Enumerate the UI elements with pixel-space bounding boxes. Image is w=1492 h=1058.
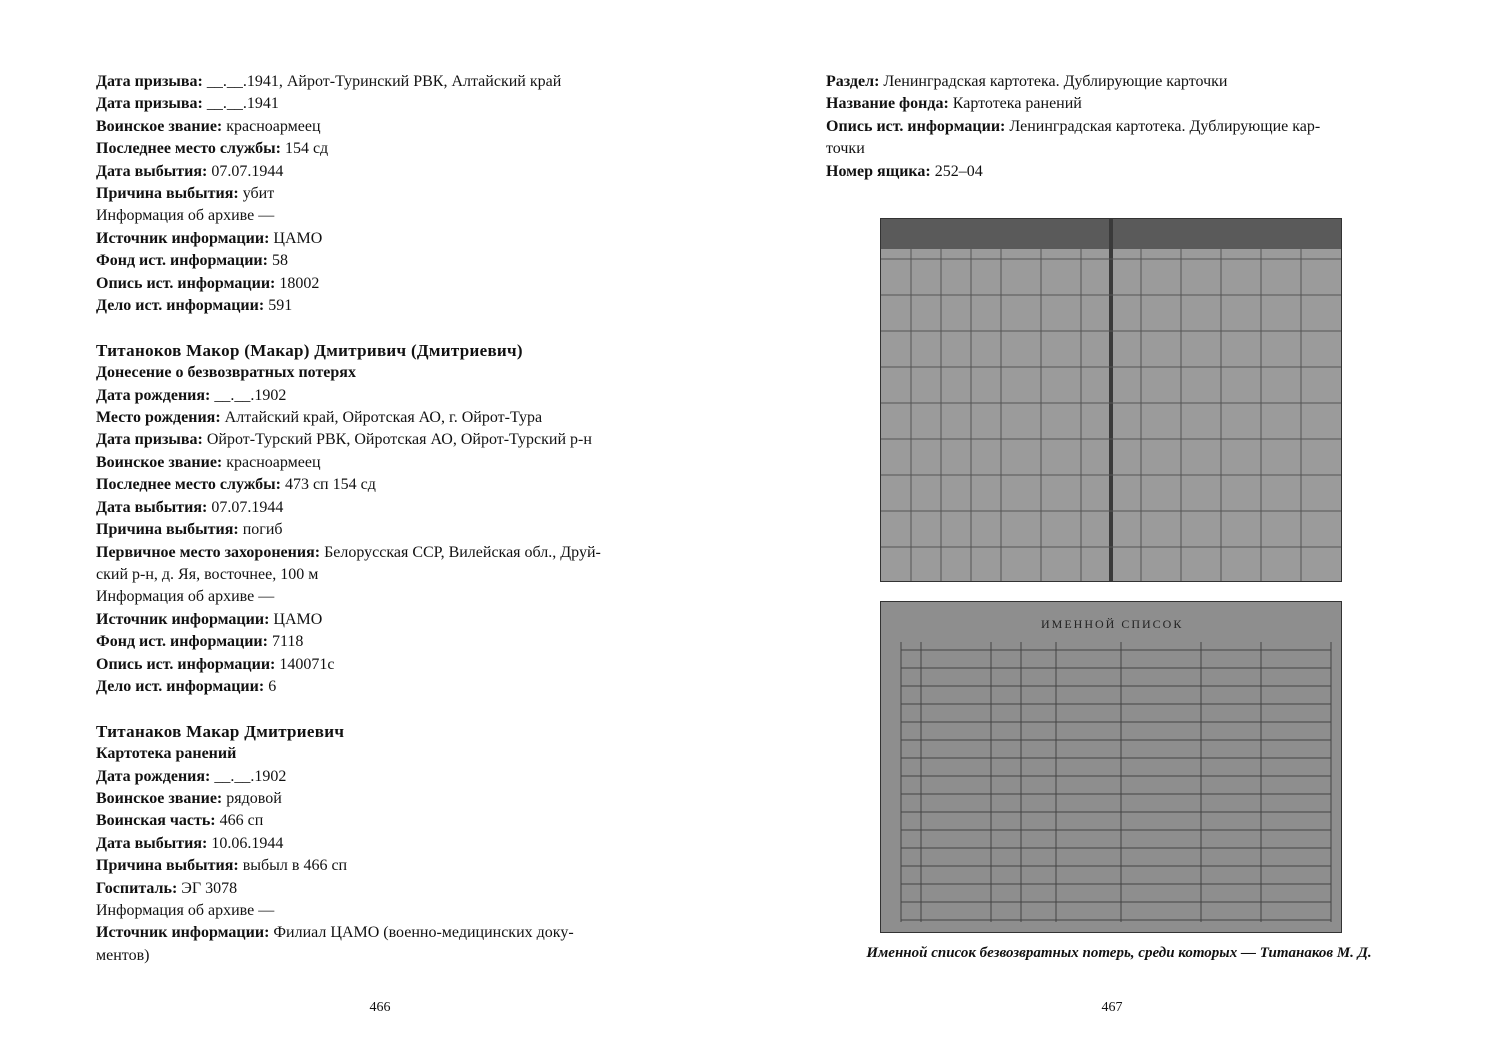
field-label: Источник информации:: [96, 229, 270, 247]
text-line: [96, 922, 666, 944]
page-number: 466: [369, 1000, 391, 1015]
text-line: [96, 295, 666, 317]
text-line: [96, 788, 666, 810]
text-line: [96, 250, 666, 272]
text-line: [96, 183, 666, 205]
field-value: 7118: [267, 633, 304, 651]
field-value: Филиал ЦАМО (военно-медицинских доку-: [269, 924, 574, 942]
text-line: [826, 116, 1396, 138]
field-value: точки: [826, 140, 865, 158]
field-label: Дело ист. информации:: [96, 677, 265, 695]
field-value: Ленинградская картотека. Дублирующие кар-: [1005, 117, 1321, 135]
field-value: __.__.1902: [210, 386, 287, 404]
text-line: [96, 810, 666, 832]
field-label: Дата выбытия:: [96, 162, 208, 180]
name-list-photo: [880, 601, 1342, 933]
text-line: [96, 474, 666, 496]
field-value: 140071с: [275, 655, 335, 673]
field-value: Алтайский край, Ойротская АО, г. Ойрот-Тура: [220, 409, 543, 427]
field-label: Место рождения:: [96, 409, 221, 427]
text-line: [826, 161, 1396, 183]
text-line: [96, 542, 666, 564]
field-label: Источник информации:: [96, 924, 270, 942]
record-1: [96, 71, 666, 317]
field-value: красноармеец: [222, 453, 321, 471]
field-label: Название фонда:: [826, 95, 949, 113]
text-line: [96, 631, 666, 653]
field-value: ЦАМО: [269, 610, 323, 628]
ledger-image: [881, 219, 1341, 581]
text-line: [826, 71, 1396, 93]
field-label: Воинское звание:: [96, 117, 223, 135]
record-1-continued: [826, 71, 1396, 183]
field-label: Опись ист. информации:: [96, 274, 276, 292]
text-line: [96, 205, 666, 227]
field-label: Фонд ист. информации:: [96, 633, 268, 651]
field-label: Дата призыва:: [96, 73, 203, 90]
text-line: [96, 452, 666, 474]
field-label: Воинское звание:: [96, 789, 223, 807]
field-value: выбыл в 466 сп: [238, 857, 348, 875]
field-value: Ойрот-Турский РВК, Ойротская АО, Ойрот-Турский р-н: [202, 431, 592, 449]
name-list-image: [881, 602, 1341, 932]
field-value: 07.07.1944: [207, 162, 284, 180]
record-3-subheading: Картотека ранений: [96, 745, 237, 763]
field-label: Опись ист. информации:: [826, 117, 1006, 135]
field-label: Дата призыва:: [96, 95, 203, 113]
text-line: [96, 228, 666, 250]
field-label: Дата выбытия:: [96, 834, 208, 852]
text-line: [96, 878, 666, 900]
text-line: [96, 429, 666, 451]
field-value: 6: [264, 677, 277, 695]
field-label: Воинское звание:: [96, 453, 223, 471]
name-list-header-text: ИМЕННОЙ СПИСОК: [1041, 617, 1184, 631]
field-value: Информация об архиве —: [96, 588, 275, 606]
field-value: __.__.1941: [202, 95, 279, 113]
field-label: Номер ящика:: [826, 162, 931, 180]
field-label: Дело ист. информации:: [96, 297, 265, 315]
field-value: Картотека ранений: [948, 95, 1082, 113]
field-value: 07.07.1944: [207, 498, 284, 516]
field-value: красноармеец: [222, 117, 321, 135]
text-line: [96, 93, 666, 115]
field-value: Информация об архиве —: [96, 207, 275, 225]
field-value: 154 сд: [280, 140, 329, 158]
text-line: [826, 138, 1396, 160]
right-page: [746, 0, 1492, 1058]
text-line: [96, 385, 666, 407]
text-line: [96, 900, 666, 922]
field-value: Белорусская ССР, Вилейская обл., Друй-: [320, 543, 601, 561]
field-label: Фонд ист. информации:: [96, 252, 268, 270]
text-line: [96, 676, 666, 698]
field-label: Госпиталь:: [96, 879, 178, 897]
field-value: ЦАМО: [269, 229, 323, 247]
field-label: Источник информации:: [96, 610, 270, 628]
text-line: [96, 138, 666, 160]
text-line: [96, 519, 666, 541]
record-3: [96, 766, 666, 968]
left-text-column: [96, 71, 666, 967]
field-value: __.__.1941, Айрот-Туринский РВК, Алтайский край: [202, 73, 562, 90]
field-value: ЭГ 3078: [177, 879, 238, 897]
field-value: 10.06.1944: [207, 834, 284, 852]
text-line: [96, 497, 666, 519]
field-label: Последнее место службы:: [96, 140, 281, 158]
text-line: [96, 855, 666, 877]
text-line: [96, 71, 666, 93]
text-line: [96, 766, 666, 788]
field-label: Последнее место службы:: [96, 476, 281, 494]
field-value: 252–04: [930, 162, 983, 180]
right-text-column: [826, 71, 1396, 183]
field-value: __.__.1902: [210, 767, 287, 785]
text-line: [96, 407, 666, 429]
field-value: 466 сп: [215, 812, 264, 830]
field-value: убит: [238, 185, 275, 203]
field-value: ский р-н, д. Яя, восточнее, 100 м: [96, 565, 319, 583]
field-value: 473 сп 154 сд: [280, 476, 376, 494]
field-value: погиб: [238, 521, 283, 539]
record-3-heading: Титанаков Макар Дмитриевич: [96, 721, 345, 741]
field-label: Дата призыва:: [96, 431, 203, 449]
field-value: 18002: [275, 274, 320, 292]
archive-card-photo: [880, 218, 1342, 582]
field-label: Первичное место захоронения:: [96, 543, 321, 561]
text-line: [96, 273, 666, 295]
record-2-heading: Титаноков Макор (Макар) Дмитривич (Дмитриевич): [96, 340, 523, 360]
text-line: [96, 586, 666, 608]
field-label: Воинская часть:: [96, 812, 216, 830]
text-line: [96, 833, 666, 855]
field-value: 591: [264, 297, 293, 315]
field-value: рядовой: [222, 789, 282, 807]
field-label: Причина выбытия:: [96, 185, 239, 203]
field-label: Дата рождения:: [96, 386, 211, 404]
photo-caption: Именной список безвозвратных потерь, среди которых — Титанаков М. Д.: [866, 945, 1372, 961]
page-number: 467: [1101, 1000, 1123, 1015]
field-label: Причина выбытия:: [96, 521, 239, 539]
record-2-subheading: Донесение о безвозвратных потерях: [96, 364, 356, 382]
field-label: Опись ист. информации:: [96, 655, 276, 673]
text-line: [96, 609, 666, 631]
text-line: [96, 564, 666, 586]
field-value: 58: [267, 252, 288, 270]
text-line: [826, 93, 1396, 115]
field-label: Раздел:: [826, 73, 880, 90]
field-label: Причина выбытия:: [96, 857, 239, 875]
text-line: [96, 945, 666, 967]
field-label: Дата выбытия:: [96, 498, 208, 516]
field-label: Дата рождения:: [96, 767, 211, 785]
field-value: ментов): [96, 946, 150, 964]
text-line: [96, 161, 666, 183]
text-line: [96, 116, 666, 138]
text-line: [96, 654, 666, 676]
field-value: Информация об архиве —: [96, 902, 275, 919]
field-value: Ленинградская картотека. Дублирующие карточки: [879, 73, 1228, 90]
record-2: [96, 385, 666, 699]
